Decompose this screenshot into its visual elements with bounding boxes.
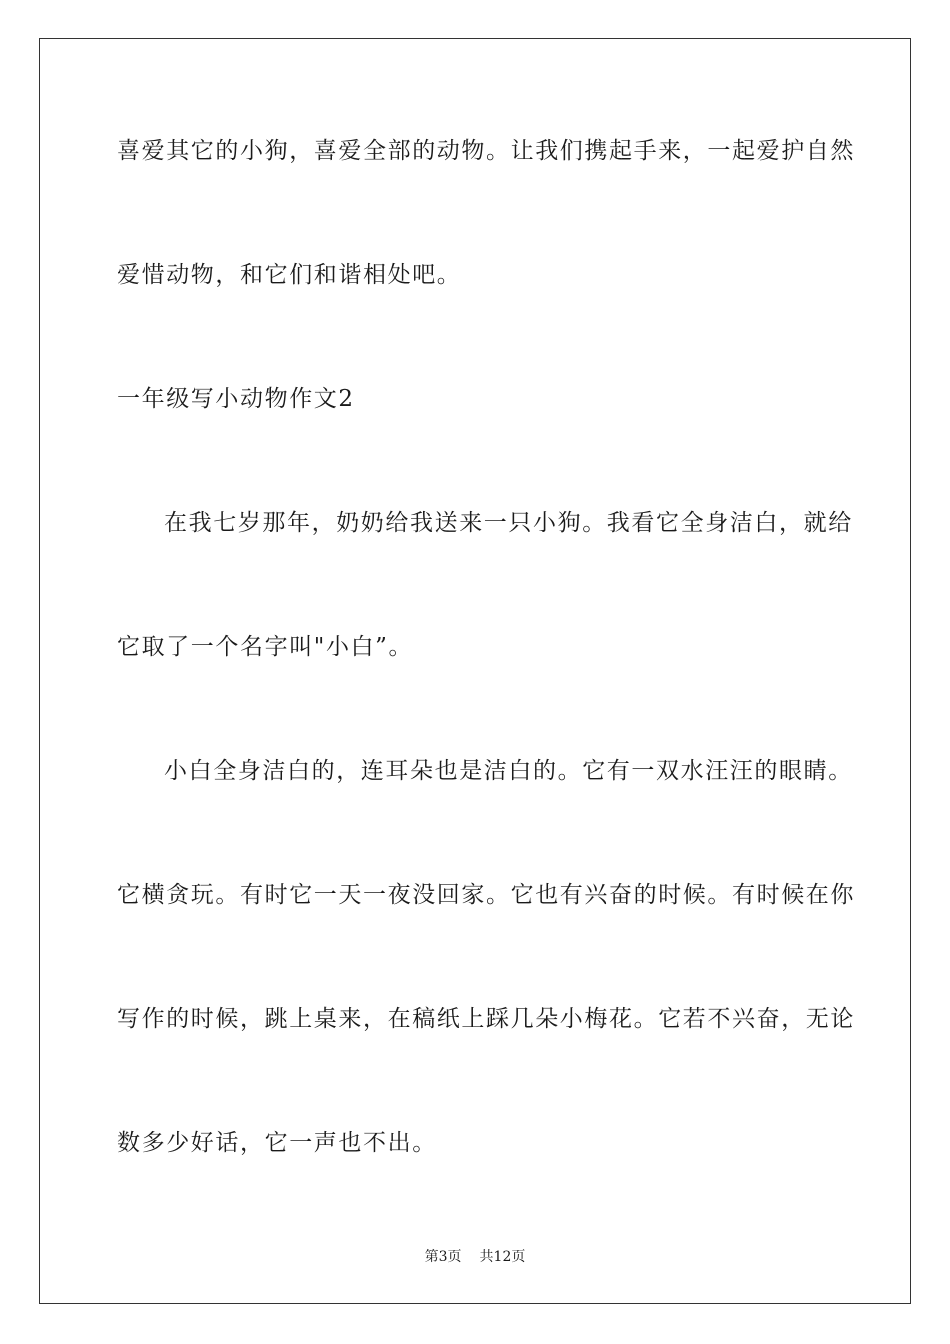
paragraph-line: 在我七岁那年，奶奶给我送来一只小狗。我看它全身洁白，就给: [164, 510, 853, 536]
paragraph-line: 爱惜动物，和它们和谐相处吧。: [117, 262, 462, 288]
paragraph-line: 写作的时候，跳上桌来，在稿纸上踩几朵小梅花。它若不兴奋，无论: [117, 1006, 855, 1032]
page-number: 第3页: [424, 1249, 462, 1265]
page-border: [39, 38, 911, 1304]
section-heading: 一年级写小动物作文2: [117, 386, 355, 412]
paragraph-line: 喜爱其它的小狗，喜爱全部的动物。让我们携起手来，一起爱护自然: [117, 138, 855, 164]
paragraph-line: 它取了一个名字叫"小白”。: [117, 634, 414, 660]
paragraph-line: 它横贪玩。有时它一天一夜没回家。它也有兴奋的时候。有时候在你: [117, 882, 855, 908]
paragraph-line: 小白全身洁白的，连耳朵也是洁白的。它有一双水汪汪的眼睛。: [164, 758, 853, 784]
page-footer: [0, 1248, 950, 1266]
page-total: 共12页: [479, 1249, 526, 1265]
paragraph-line: 数多少好话，它一声也不出。: [117, 1130, 437, 1156]
